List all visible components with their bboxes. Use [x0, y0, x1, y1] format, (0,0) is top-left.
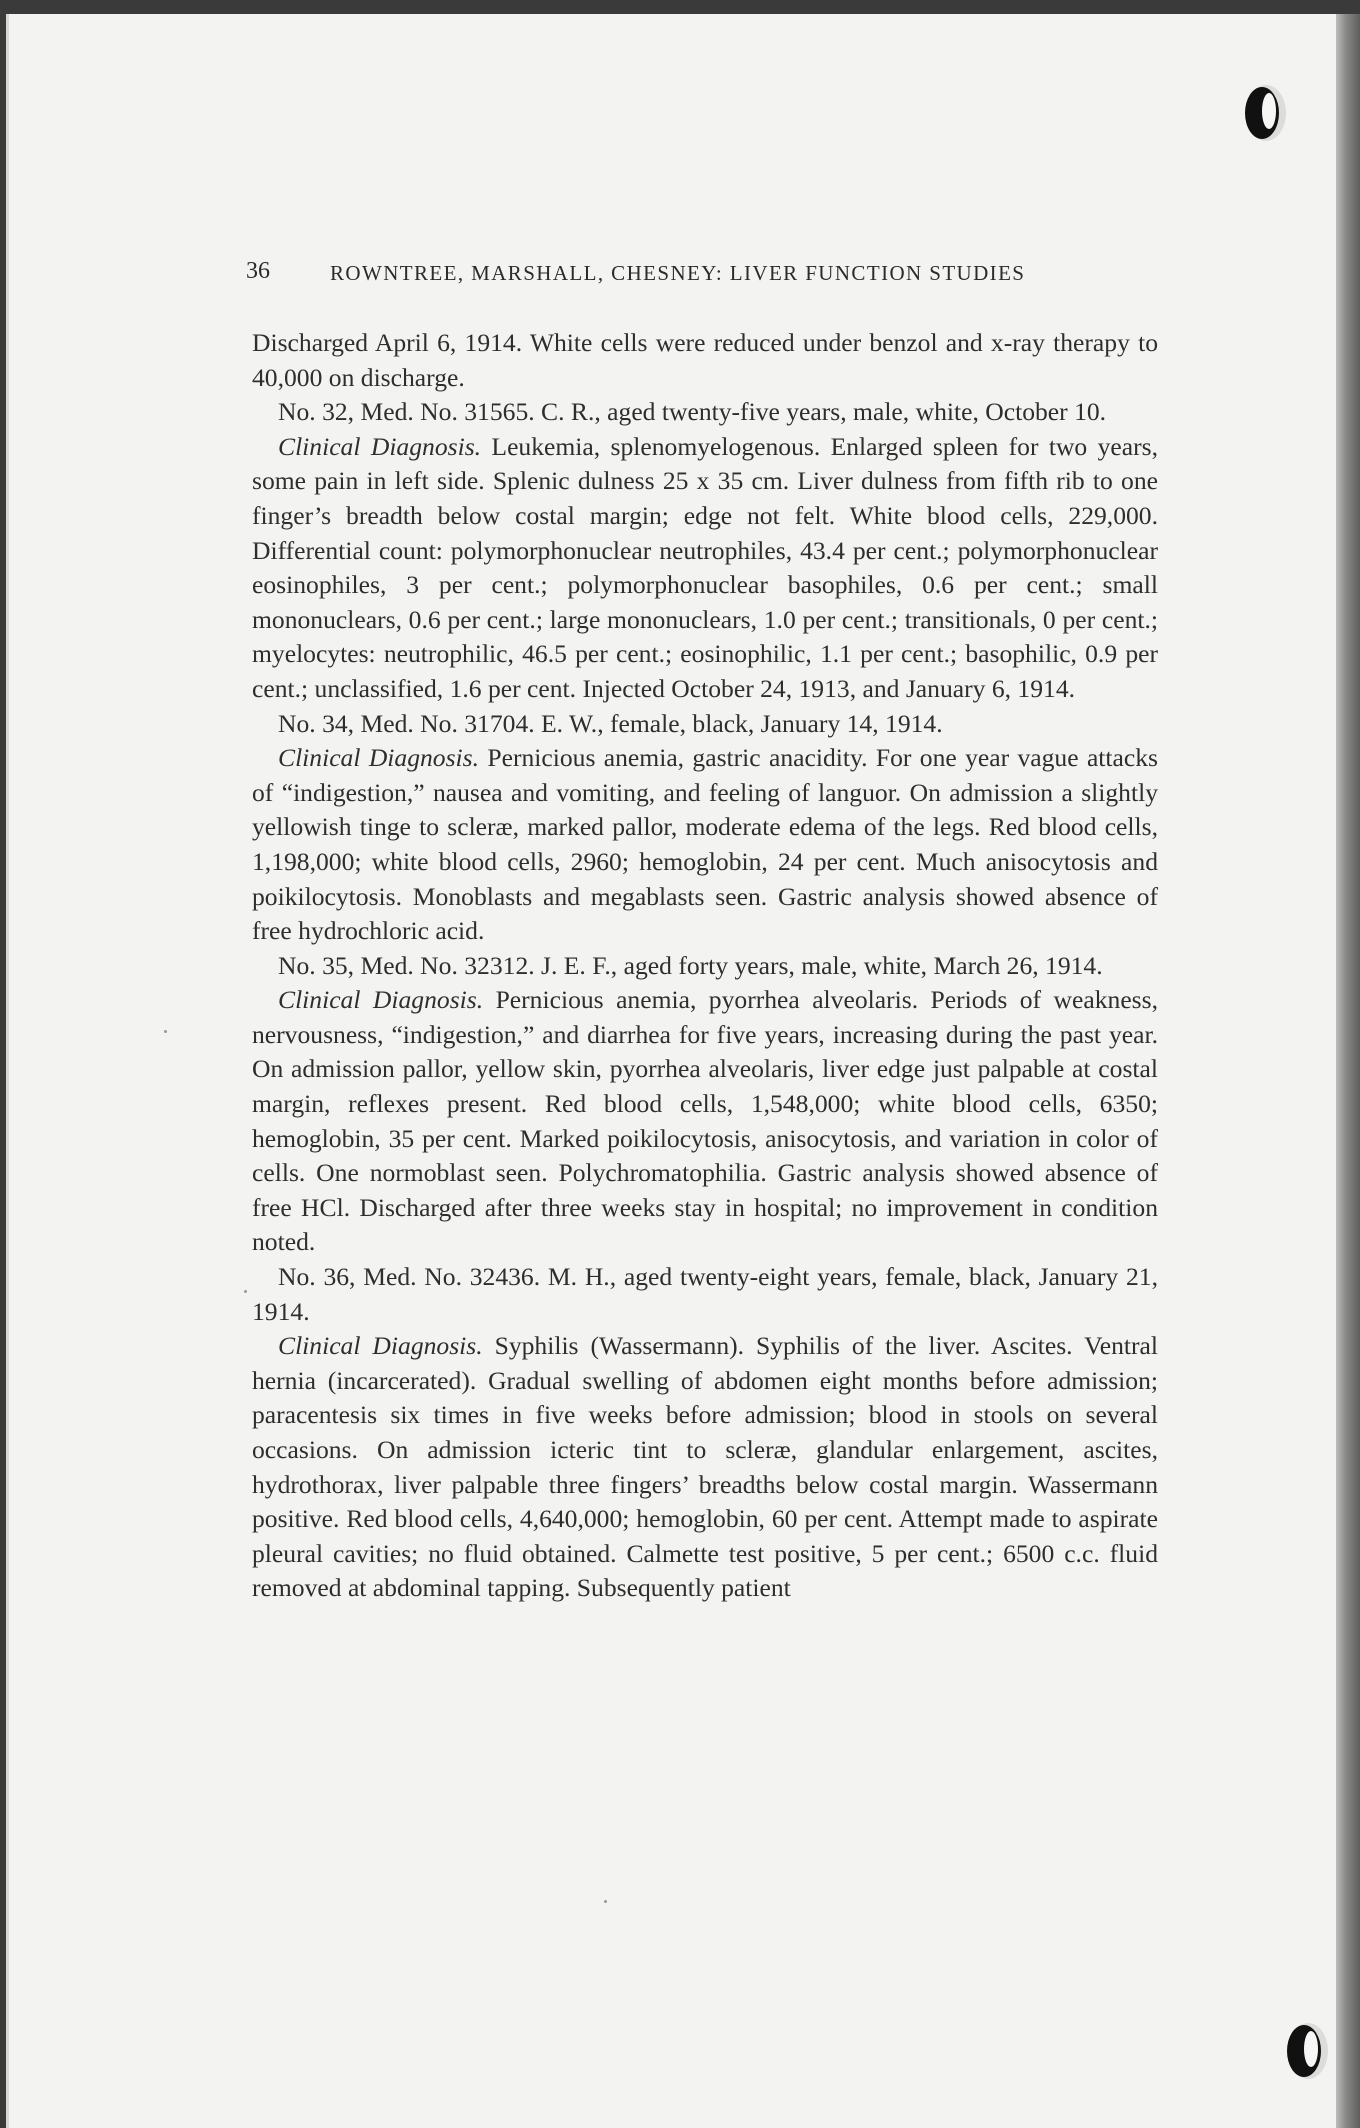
paragraph-text: Discharged April 6, 1914. White cells were reduced under benzol and x-ray therapy to 40,000 on discharge.: [252, 328, 1158, 392]
paragraph: [252, 1260, 1158, 1329]
paragraph-text: Pernicious anemia, pyorrhea alveolaris. Periods of weakness, nervousness, “indigestion,” and diarrhea for five years, increasing during the past year. On admission pallor, yellow skin, pyorrhea alveolaris, liver edge just palpable at costal margin, reflexes present. Red blood cells, 1,548,000; white blood cells, 6350; hemoglobin, 35 per cent. Marked poikilocytosis, anisocytosis, and variation in color of cells. One normoblast seen. Polychromatophilia. Gastric analysis showed absence of free HCl. Discharged after three weeks stay in hospital; no improvement in condition noted.: [252, 985, 1158, 1257]
paragraph: [252, 430, 1158, 707]
paragraph-text: Syphilis (Wassermann). Syphilis of the liver. Ascites. Ventral hernia (incarcerated). Gradual swelling of abdomen eight months before admission; paracentesis six times in five weeks before admission; blood in stools on several occasions. On admission icteric tint to scleræ, glandular enlargement, ascites, hydrothorax, liver palpable three fingers’ breadths below costal margin. Wassermann positive. Red blood cells, 4,640,000; hemoglobin, 60 per cent. Attempt made to aspirate pleural cavities; no fluid obtained. Calmette test positive, 5 per cent.; 6500 c.c. fluid removed at abdominal tapping. Subsequently patient: [252, 1331, 1158, 1603]
page-number: 36: [246, 258, 270, 284]
clinical-diagnosis-label: Clinical Diagnosis.: [278, 743, 480, 773]
paragraph: [252, 707, 1158, 742]
clinical-diagnosis-label: Clinical Diagnosis.: [278, 985, 484, 1015]
paragraph: [252, 395, 1158, 430]
paragraph-text: Pernicious anemia, gastric anacidity. For one year vague attacks of “indigestion,” nausea and vomiting, and feeling of languor. On admission a slightly yellowish tinge to scleræ, marked pallor, moderate edema of the legs. Red blood cells, 1,198,000; white blood cells, 2960; hemoglobin, 24 per cent. Much anisocytosis and poikilocytosis. Monoblasts and megablasts seen. Gastric analysis showed absence of free hydrochloric acid.: [252, 743, 1158, 946]
paragraph-text: Leukemia, splenomyelogenous. Enlarged spleen for two years, some pain in left side. Splenic dulness 25 x 35 cm. Liver dulness from fifth rib to one finger’s breadth below costal margin; edge not felt. White blood cells, 229,000. Differential count: polymorphonuclear neutrophiles, 43.4 per cent.; polymorphonuclear eosinophiles, 3 per cent.; polymorphonuclear basophiles, 0.6 per cent.; small mononuclears, 0.6 per cent.; large mononuclears, 1.0 per cent.; transitionals, 0 per cent.; myelocytes: neutrophilic, 46.5 per cent.; eosinophilic, 1.1 per cent.; basophilic, 0.9 per cent.; unclassified, 1.6 per cent. Injected October 24, 1913, and January 6, 1914.: [252, 431, 1158, 703]
specks: [604, 1900, 607, 1903]
paragraph: [252, 983, 1158, 1260]
binding-hole-icon: [1242, 82, 1288, 144]
paragraph-text: No. 34, Med. No. 31704. E. W., female, black, January 14, 1914.: [278, 708, 943, 738]
page-header: [246, 258, 1134, 294]
binding-hole-icon: [1284, 2020, 1330, 2082]
paragraph: [252, 741, 1158, 949]
clinical-diagnosis-label: Clinical Diagnosis.: [278, 1331, 483, 1361]
paragraph-text: No. 35, Med. No. 32312. J. E. F., aged forty years, male, white, March 26, 1914.: [278, 950, 1103, 980]
clinical-diagnosis-label: Clinical Diagnosis.: [278, 431, 482, 461]
paragraph: [252, 949, 1158, 984]
book-edge: [1336, 14, 1360, 2128]
specks: [164, 1030, 167, 1033]
specks: [244, 1290, 247, 1293]
paragraph-text: No. 36, Med. No. 32436. M. H., aged twenty-eight years, female, black, January 21, 1914.: [252, 1262, 1158, 1326]
running-head: ROWNTREE, MARSHALL, CHESNEY: LIVER FUNCTION STUDIES: [330, 261, 1026, 285]
paragraph: [252, 326, 1158, 395]
paragraph: [252, 1329, 1158, 1606]
paragraph-text: No. 32, Med. No. 31565. C. R., aged twenty-five years, male, white, October 10.: [278, 397, 1107, 427]
body-text: [252, 326, 1158, 1606]
